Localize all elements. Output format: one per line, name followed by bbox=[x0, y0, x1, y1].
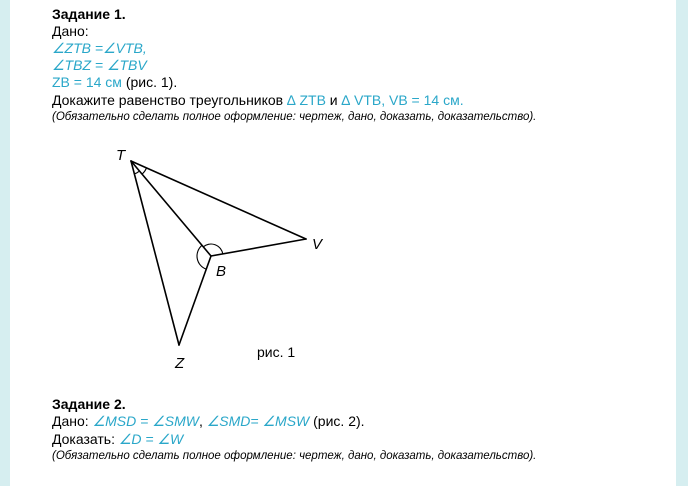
label-V: V bbox=[312, 236, 323, 253]
task2-given-label: Дано: bbox=[52, 413, 93, 429]
task1-given-length-value: ZB = 14 см bbox=[52, 74, 122, 90]
figure-1-caption: рис. 1 bbox=[257, 344, 296, 360]
task1-given-length-ref: (рис. 1). bbox=[121, 74, 178, 90]
task1-prove-and: и bbox=[325, 92, 342, 108]
task2-prove-label: Доказать: bbox=[52, 431, 119, 447]
segment-TV bbox=[131, 161, 306, 239]
task2-given-angle-1: ∠MSD = ∠SMW bbox=[92, 413, 199, 429]
angle-arc-ZTB bbox=[134, 171, 139, 174]
segment-BV bbox=[211, 239, 306, 256]
task1-title: Задание 1. bbox=[52, 6, 126, 22]
task1-prove-triangle-1: ∆ ZTB bbox=[287, 92, 326, 108]
task1-given-angle-1: ∠ZTB =∠VTB, bbox=[52, 40, 147, 56]
label-T: T bbox=[116, 147, 126, 164]
task2-prove bbox=[52, 431, 183, 448]
task2-given-angle-2: ∠SMD= ∠MSW bbox=[206, 413, 310, 429]
task1-note: (Обязательно сделать полное оформление: чертеж, дано, доказать, доказательство). bbox=[52, 111, 537, 123]
task2-note: (Обязательно сделать полное оформление: чертеж, дано, доказать, доказательство). bbox=[52, 450, 537, 462]
task1-given-label: Дано: bbox=[52, 23, 89, 39]
task2-given-ref: (рис. 2). bbox=[309, 413, 365, 429]
label-Z: Z bbox=[175, 355, 185, 372]
angle-arc-TBV bbox=[203, 244, 223, 254]
task1-prove-triangle-2: ∆ VTB, VB = 14 см. bbox=[341, 92, 464, 108]
task2-title: Задание 2. bbox=[52, 396, 126, 412]
task1-prove-text: Докажите равенство треугольников bbox=[52, 92, 284, 108]
task2-given bbox=[52, 413, 365, 430]
task2-given-comma: , bbox=[198, 413, 207, 429]
angle-arc-VTB bbox=[142, 168, 146, 174]
label-B: B bbox=[216, 263, 227, 280]
task2-prove-value: ∠D = ∠W bbox=[118, 431, 184, 447]
task1-given-angle-2: ∠TBZ = ∠TBV bbox=[52, 57, 147, 73]
